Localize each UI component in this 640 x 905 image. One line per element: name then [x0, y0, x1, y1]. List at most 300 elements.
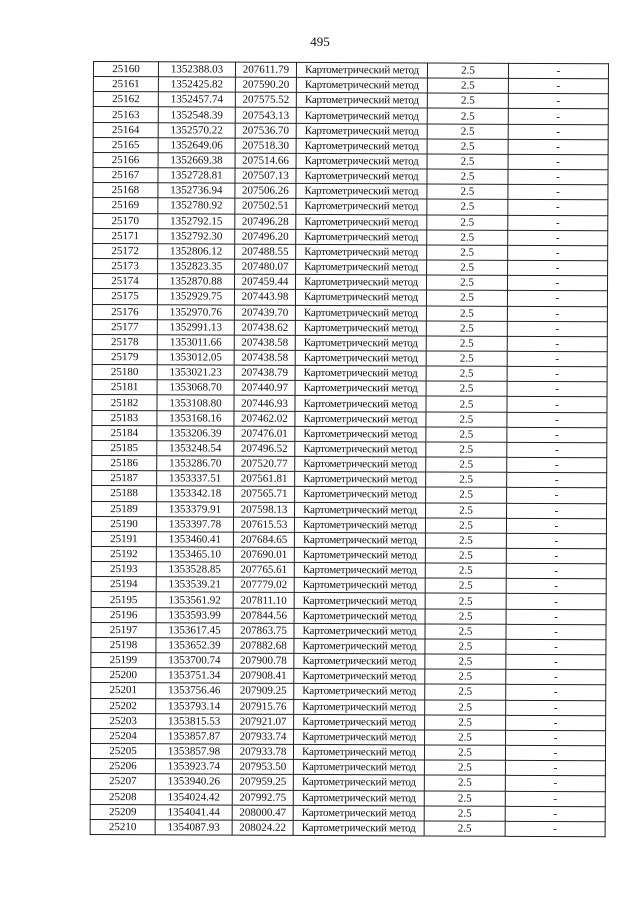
accuracy-cell: 2.5 [427, 78, 508, 94]
y-coordinate-cell: 207506.26 [235, 183, 296, 198]
point-id-cell: 25204 [91, 728, 156, 743]
note-cell: - [507, 291, 607, 307]
point-id-cell: 25176 [92, 304, 157, 319]
x-coordinate-cell: 1352669.38 [158, 153, 235, 168]
table-row [91, 562, 606, 579]
x-coordinate-cell: 1353011.66 [157, 335, 234, 350]
accuracy-cell: 2.5 [425, 654, 506, 670]
table-row [93, 259, 608, 276]
accuracy-cell: 2.5 [427, 260, 508, 276]
y-coordinate-cell: 207520.77 [234, 456, 295, 471]
table-row [91, 531, 606, 548]
point-id-cell: 25190 [91, 516, 156, 531]
table-row [92, 471, 607, 488]
accuracy-cell: 2.5 [427, 108, 508, 124]
note-cell: - [507, 351, 607, 367]
accuracy-cell: 2.5 [426, 305, 507, 321]
point-id-cell: 25179 [92, 349, 157, 364]
table-row [93, 122, 608, 139]
table-row [93, 274, 608, 291]
y-coordinate-cell: 207440.97 [234, 380, 295, 395]
table-row [90, 789, 605, 806]
note-cell: - [508, 139, 608, 155]
x-coordinate-cell: 1352806.12 [158, 244, 235, 259]
point-id-cell: 25172 [93, 243, 158, 258]
method-cell: Картометрический метод [294, 517, 425, 533]
x-coordinate-cell: 1352728.81 [158, 168, 235, 183]
method-cell: Картометрический метод [295, 350, 426, 366]
point-id-cell: 25181 [92, 380, 157, 395]
y-coordinate-cell: 207438.62 [234, 320, 295, 335]
note-cell: - [507, 366, 607, 382]
method-cell: Картометрический метод [295, 487, 426, 503]
point-id-cell: 25165 [93, 137, 158, 152]
y-coordinate-cell: 207908.41 [233, 668, 294, 683]
y-coordinate-cell: 207959.25 [232, 774, 293, 789]
accuracy-cell: 2.5 [426, 381, 507, 397]
y-coordinate-cell: 207459.44 [235, 274, 296, 289]
x-coordinate-cell: 1353528.85 [156, 562, 233, 577]
table-row [92, 501, 607, 518]
y-coordinate-cell: 208024.22 [232, 820, 293, 835]
point-id-cell: 25162 [93, 92, 158, 107]
y-coordinate-cell: 208000.47 [232, 805, 293, 820]
x-coordinate-cell: 1353021.23 [157, 365, 234, 380]
x-coordinate-cell: 1354087.93 [155, 820, 232, 835]
accuracy-cell: 2.5 [426, 321, 507, 337]
method-cell: Картометрический метод [294, 729, 425, 745]
method-cell: Картометрический метод [293, 775, 424, 791]
note-cell: - [507, 427, 607, 443]
x-coordinate-cell: 1353379.91 [157, 501, 234, 516]
accuracy-cell: 2.5 [425, 533, 506, 549]
note-cell: - [507, 488, 607, 504]
method-cell: Картометрический метод [295, 335, 426, 351]
y-coordinate-cell: 207779.02 [233, 577, 294, 592]
method-cell: Картометрический метод [295, 441, 426, 457]
note-cell: - [506, 609, 606, 625]
table-row [91, 516, 606, 533]
y-coordinate-cell: 207615.53 [233, 517, 294, 532]
y-coordinate-cell: 207684.65 [233, 532, 294, 547]
x-coordinate-cell: 1352649.06 [158, 138, 235, 153]
x-coordinate-cell: 1353342.18 [157, 486, 234, 501]
accuracy-cell: 2.5 [426, 502, 507, 518]
table-row [93, 243, 608, 260]
accuracy-cell: 2.5 [425, 563, 506, 579]
table-row [93, 198, 608, 215]
note-cell: - [505, 760, 605, 776]
x-coordinate-cell: 1352970.76 [157, 304, 234, 319]
x-coordinate-cell: 1352548.39 [158, 107, 235, 122]
method-cell: Картометрический метод [294, 608, 425, 624]
note-cell: - [508, 260, 608, 276]
point-id-cell: 25205 [90, 744, 155, 759]
point-id-cell: 25175 [92, 289, 157, 304]
table-row [91, 713, 606, 730]
table-row [93, 77, 608, 94]
y-coordinate-cell: 207496.52 [234, 441, 295, 456]
note-cell: - [508, 215, 608, 231]
point-id-cell: 25167 [93, 168, 158, 183]
point-id-cell: 25163 [93, 107, 158, 122]
note-cell: - [508, 63, 608, 79]
y-coordinate-cell: 207438.58 [234, 350, 295, 365]
note-cell: - [508, 94, 608, 110]
method-cell: Картометрический метод [295, 290, 426, 306]
note-cell: - [506, 533, 606, 549]
table-row [91, 546, 606, 563]
table-row [92, 440, 607, 457]
table-row [92, 486, 607, 503]
y-coordinate-cell: 207598.13 [234, 502, 295, 517]
y-coordinate-cell: 207561.81 [234, 471, 295, 486]
y-coordinate-cell: 207915.76 [233, 699, 294, 714]
x-coordinate-cell: 1354024.42 [155, 789, 232, 804]
y-coordinate-cell: 207476.01 [234, 426, 295, 441]
accuracy-cell: 2.5 [427, 124, 508, 140]
method-cell: Картометрический метод [295, 502, 426, 518]
y-coordinate-cell: 207536.70 [235, 123, 296, 138]
x-coordinate-cell: 1352823.35 [158, 259, 235, 274]
accuracy-cell: 2.5 [425, 624, 506, 640]
point-id-cell: 25177 [92, 319, 157, 334]
accuracy-cell: 2.5 [426, 442, 507, 458]
x-coordinate-cell: 1353756.46 [156, 683, 233, 698]
x-coordinate-cell: 1352929.75 [157, 289, 234, 304]
y-coordinate-cell: 207462.02 [234, 411, 295, 426]
accuracy-cell: 2.5 [426, 351, 507, 367]
point-id-cell: 25202 [91, 698, 156, 713]
accuracy-cell: 2.5 [424, 745, 505, 761]
accuracy-cell: 2.5 [426, 336, 507, 352]
method-cell: Картометрический метод [296, 168, 427, 184]
y-coordinate-cell: 207518.30 [235, 138, 296, 153]
note-cell: - [506, 624, 606, 640]
table-row [93, 107, 608, 124]
note-cell: - [505, 745, 605, 761]
method-cell: Картометрический метод [294, 547, 425, 563]
accuracy-cell: 2.5 [424, 760, 505, 776]
point-id-cell: 25209 [90, 804, 155, 819]
table-row [93, 168, 608, 185]
x-coordinate-cell: 1352736.94 [158, 183, 235, 198]
point-id-cell: 25208 [90, 789, 155, 804]
accuracy-cell: 2.5 [426, 487, 507, 503]
accuracy-cell: 2.5 [424, 790, 505, 806]
x-coordinate-cell: 1353460.41 [156, 532, 233, 547]
accuracy-cell: 2.5 [427, 63, 508, 79]
table-row [92, 289, 607, 306]
table-row [91, 637, 606, 654]
x-coordinate-cell: 1353397.78 [156, 516, 233, 531]
table-row [93, 213, 608, 230]
point-id-cell: 25188 [92, 486, 157, 501]
table-row [92, 380, 607, 397]
y-coordinate-cell: 207863.75 [233, 623, 294, 638]
y-coordinate-cell: 207909.25 [233, 684, 294, 699]
method-cell: Картометрический метод [296, 199, 427, 215]
note-cell: - [505, 821, 605, 837]
note-cell: - [506, 700, 606, 716]
note-cell: - [507, 306, 607, 322]
table-row [90, 819, 605, 836]
y-coordinate-cell: 207439.70 [234, 305, 295, 320]
x-coordinate-cell: 1353012.05 [157, 350, 234, 365]
point-id-cell: 25203 [91, 713, 156, 728]
y-coordinate-cell: 207882.68 [233, 638, 294, 653]
note-cell: - [506, 715, 606, 731]
point-id-cell: 25187 [92, 471, 157, 486]
table-row [91, 622, 606, 639]
point-id-cell: 25182 [92, 395, 157, 410]
x-coordinate-cell: 1353793.14 [156, 698, 233, 713]
accuracy-cell: 2.5 [426, 412, 507, 428]
accuracy-cell: 2.5 [427, 169, 508, 185]
method-cell: Картометрический метод [295, 366, 426, 382]
accuracy-cell: 2.5 [427, 184, 508, 200]
method-cell: Картометрический метод [293, 760, 424, 776]
accuracy-cell: 2.5 [425, 548, 506, 564]
y-coordinate-cell: 207565.71 [234, 486, 295, 501]
y-coordinate-cell: 207438.58 [234, 335, 295, 350]
point-id-cell: 25201 [91, 683, 156, 698]
y-coordinate-cell: 207438.79 [234, 365, 295, 380]
method-cell: Картометрический метод [294, 638, 425, 654]
note-cell: - [505, 791, 605, 807]
y-coordinate-cell: 207844.56 [233, 608, 294, 623]
point-id-cell: 25207 [90, 774, 155, 789]
note-cell: - [506, 563, 606, 579]
accuracy-cell: 2.5 [425, 669, 506, 685]
table-row [92, 456, 607, 473]
note-cell: - [508, 78, 608, 94]
note-cell: - [505, 776, 605, 792]
accuracy-cell: 2.5 [425, 518, 506, 534]
note-cell: - [506, 594, 606, 610]
point-id-cell: 25178 [92, 334, 157, 349]
point-id-cell: 25210 [90, 819, 155, 834]
point-id-cell: 25193 [91, 562, 156, 577]
x-coordinate-cell: 1353815.53 [156, 713, 233, 728]
method-cell: Картометрический метод [296, 153, 427, 169]
point-id-cell: 25171 [93, 228, 158, 243]
accuracy-cell: 2.5 [425, 730, 506, 746]
table-row [92, 410, 607, 427]
x-coordinate-cell: 1353857.87 [156, 729, 233, 744]
accuracy-cell: 2.5 [426, 472, 507, 488]
coordinates-table [90, 61, 609, 837]
point-id-cell: 25189 [92, 501, 157, 516]
method-cell: Картометрический метод [296, 214, 427, 230]
accuracy-cell: 2.5 [427, 215, 508, 231]
point-id-cell: 25197 [91, 622, 156, 637]
note-cell: - [506, 685, 606, 701]
method-cell: Картометрический метод [295, 381, 426, 397]
table-row [93, 152, 608, 169]
accuracy-cell: 2.5 [427, 93, 508, 109]
method-cell: Картометрический метод [293, 790, 424, 806]
note-cell: - [508, 169, 608, 185]
accuracy-cell: 2.5 [424, 806, 505, 822]
method-cell: Картометрический метод [294, 593, 425, 609]
accuracy-cell: 2.5 [427, 275, 508, 291]
x-coordinate-cell: 1353248.54 [157, 441, 234, 456]
table-row [92, 365, 607, 382]
y-coordinate-cell: 207496.20 [235, 229, 296, 244]
x-coordinate-cell: 1352570.22 [158, 122, 235, 137]
accuracy-cell: 2.5 [425, 593, 506, 609]
y-coordinate-cell: 207507.13 [235, 168, 296, 183]
point-id-cell: 25168 [93, 183, 158, 198]
x-coordinate-cell: 1354041.44 [155, 804, 232, 819]
accuracy-cell: 2.5 [425, 684, 506, 700]
x-coordinate-cell: 1353751.34 [156, 668, 233, 683]
y-coordinate-cell: 207611.79 [235, 62, 296, 77]
note-cell: - [508, 200, 608, 216]
method-cell: Картометрический метод [295, 411, 426, 427]
table-row [91, 653, 606, 670]
table-row [92, 349, 607, 366]
x-coordinate-cell: 1352425.82 [158, 77, 235, 92]
x-coordinate-cell: 1353108.80 [157, 395, 234, 410]
x-coordinate-cell: 1352792.15 [158, 213, 235, 228]
y-coordinate-cell: 207443.98 [234, 289, 295, 304]
accuracy-cell: 2.5 [427, 230, 508, 246]
x-coordinate-cell: 1353617.45 [156, 623, 233, 638]
method-cell: Картометрический метод [294, 699, 425, 715]
point-id-cell: 25196 [91, 607, 156, 622]
point-id-cell: 25198 [91, 637, 156, 652]
x-coordinate-cell: 1353337.51 [157, 471, 234, 486]
y-coordinate-cell: 207488.55 [235, 244, 296, 259]
note-cell: - [508, 109, 608, 125]
point-id-cell: 25206 [90, 759, 155, 774]
x-coordinate-cell: 1352457.74 [158, 92, 235, 107]
y-coordinate-cell: 207811.10 [233, 593, 294, 608]
method-cell: Картометрический метод [294, 532, 425, 548]
x-coordinate-cell: 1353940.26 [155, 774, 232, 789]
x-coordinate-cell: 1352388.03 [158, 62, 235, 77]
accuracy-cell: 2.5 [426, 457, 507, 473]
x-coordinate-cell: 1353168.16 [157, 410, 234, 425]
accuracy-cell: 2.5 [425, 700, 506, 716]
table-row [91, 607, 606, 624]
note-cell: - [507, 336, 607, 352]
x-coordinate-cell: 1353539.21 [156, 577, 233, 592]
method-cell: Картометрический метод [295, 456, 426, 472]
method-cell: Картометрический метод [296, 275, 427, 291]
method-cell: Картометрический метод [293, 744, 424, 760]
note-cell: - [507, 321, 607, 337]
method-cell: Картометрический метод [294, 714, 425, 730]
note-cell: - [506, 579, 606, 595]
method-cell: Картометрический метод [296, 184, 427, 200]
table-row [92, 425, 607, 442]
point-id-cell: 25185 [92, 440, 157, 455]
method-cell: Картометрический метод [294, 563, 425, 579]
accuracy-cell: 2.5 [425, 609, 506, 625]
x-coordinate-cell: 1353465.10 [156, 547, 233, 562]
note-cell: - [507, 457, 607, 473]
note-cell: - [508, 185, 608, 201]
point-id-cell: 25170 [93, 213, 158, 228]
table-row [93, 92, 608, 109]
note-cell: - [506, 654, 606, 670]
table-row [93, 62, 608, 79]
point-id-cell: 25180 [92, 365, 157, 380]
method-cell: Картометрический метод [294, 653, 425, 669]
accuracy-cell: 2.5 [425, 578, 506, 594]
y-coordinate-cell: 207502.51 [235, 199, 296, 214]
table-row [92, 395, 607, 412]
point-id-cell: 25169 [93, 198, 158, 213]
table-row [91, 668, 606, 685]
point-id-cell: 25173 [93, 259, 158, 274]
point-id-cell: 25192 [91, 546, 156, 561]
table-row [91, 698, 606, 715]
method-cell: Картометрический метод [293, 820, 424, 836]
accuracy-cell: 2.5 [427, 245, 508, 261]
point-id-cell: 25174 [93, 274, 158, 289]
note-cell: - [506, 518, 606, 534]
table-row [93, 228, 608, 245]
x-coordinate-cell: 1353652.39 [156, 638, 233, 653]
point-id-cell: 25160 [93, 62, 158, 77]
x-coordinate-cell: 1353286.70 [157, 456, 234, 471]
y-coordinate-cell: 207765.61 [233, 562, 294, 577]
table-row [91, 728, 606, 745]
method-cell: Картометрический метод [296, 78, 427, 94]
table-row [92, 304, 607, 321]
page-number: 495 [310, 34, 330, 49]
method-cell: Картометрический метод [296, 62, 427, 78]
method-cell: Картометрический метод [294, 578, 425, 594]
point-id-cell: 25164 [93, 122, 158, 137]
method-cell: Картометрический метод [295, 396, 426, 412]
point-id-cell: 25199 [91, 653, 156, 668]
method-cell: Картометрический метод [296, 259, 427, 275]
method-cell: Картометрический метод [294, 623, 425, 639]
accuracy-cell: 2.5 [426, 366, 507, 382]
y-coordinate-cell: 207575.52 [235, 92, 296, 107]
accuracy-cell: 2.5 [425, 639, 506, 655]
method-cell: Картометрический метод [293, 805, 424, 821]
y-coordinate-cell: 207933.78 [232, 744, 293, 759]
table-row [90, 759, 605, 776]
accuracy-cell: 2.5 [424, 775, 505, 791]
accuracy-cell: 2.5 [427, 199, 508, 215]
y-coordinate-cell: 207543.13 [235, 108, 296, 123]
method-cell: Картометрический метод [296, 123, 427, 139]
coordinates-table-body [90, 62, 608, 837]
y-coordinate-cell: 207992.75 [232, 790, 293, 805]
table-row [91, 592, 606, 609]
table-row [90, 774, 605, 791]
note-cell: - [508, 124, 608, 140]
method-cell: Картометрический метод [295, 426, 426, 442]
point-id-cell: 25166 [93, 152, 158, 167]
y-coordinate-cell: 207933.74 [233, 729, 294, 744]
x-coordinate-cell: 1353206.39 [157, 426, 234, 441]
y-coordinate-cell: 207446.93 [234, 396, 295, 411]
table-row [93, 183, 608, 200]
table-row [92, 319, 607, 336]
point-id-cell: 25184 [92, 425, 157, 440]
method-cell: Картометрический метод [295, 305, 426, 321]
note-cell: - [506, 639, 606, 655]
note-cell: - [508, 275, 608, 291]
